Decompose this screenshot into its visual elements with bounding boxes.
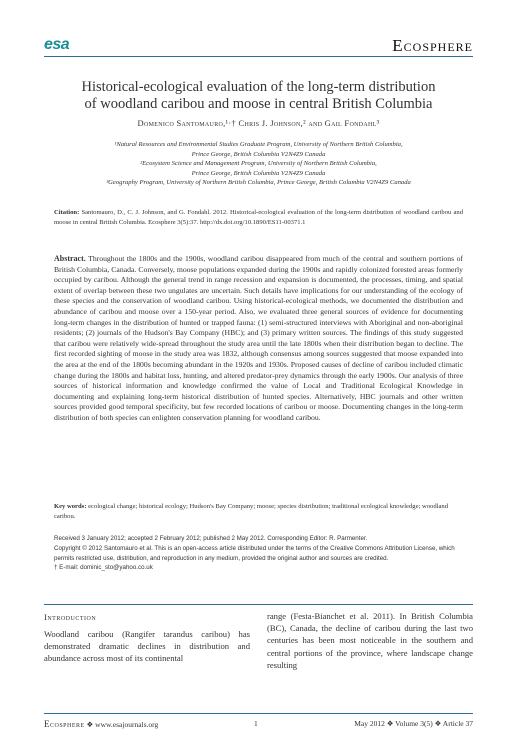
affiliation-line: ²Ecosystem Science and Management Program, University of Northern British Columbia, [140, 160, 377, 168]
footer-issue: May 2012 ❖ Volume 3(5) ❖ Article 37 [354, 719, 473, 728]
page-number: 1 [254, 719, 258, 728]
citation-label: Citation: [54, 209, 80, 216]
keywords [54, 502, 463, 521]
footer-left: Ecosphere ❖ www.esajournals.org [44, 719, 159, 729]
footer-rule [44, 713, 473, 714]
citation [54, 208, 463, 227]
authors: Domenico Santomauro,¹·† Chris J. Johnson,² and Gail Fondahl³ [137, 118, 380, 128]
article-meta [54, 534, 463, 573]
body-column-right: range (Festa-Bianchet et al. 2011). In British Columbia (BC), Canada, the decline of caribou during the last two centuries has been most noticeable in the southern and central portions of the province, where landscape change resulting [267, 611, 473, 670]
article-title: Historical-ecological evaluation of the long-term distribution of woodland caribou and moose in central British Columbia [81, 79, 436, 112]
affiliations [44, 140, 473, 188]
citation-text: Santomauro, D., C. J. Johnson, and G. Fondahl. 2012. Historical-ecological evaluation of the long-term distribution of woodland caribou and moose in central British Columbia. Ecosphere 3(5):37. http://dx.doi.org/10.1890/ES11-00371.1 [54, 209, 464, 226]
email: † E-mail: dominic_sto@yahoo.co.uk [54, 564, 153, 572]
header-rule [44, 56, 473, 57]
keywords-label: Key words: [54, 503, 87, 510]
received-dates: Received 3 January 2012; accepted 2 February 2012; published 2 May 2012. Corresponding Editor: R. Parmenter. [54, 535, 368, 542]
abstract-label: Abstract. [54, 254, 86, 263]
affiliation-line: ¹Natural Resources and Environmental Studies Graduate Program, University of Northern British Columbia, [114, 141, 403, 148]
abstract-text: Throughout the 1800s and the 1900s, woodland caribou disappeared from much of the central and southern portions of British Columbia, Canada. Conversely, moose populations expanded during the 1900s and rapidly colonized forested areas formerly occupied by caribou. Although the general trend in range recession and expansion is documented, the processes, timing, and spatial extent of overlap between these two ungulates are uncertain. Such details have implications for our understanding of the ecology of these species and the conservation of woodland caribou. Using historical-ecological methods, we documented the distribution and abundance of caribou and moose over a 150-year period. Also, we evaluated three general sources of evidence for documenting long-term changes in the distribution of hunted or trapped fauna: (1) semi-structured interviews with Aboriginal and non-aboriginal residents; (2) journals of the Hudson's Bay Company (HBC); and (3) primary written sources. The findings of this study suggested that caribou were relatively wide-spread throughout the study area until the late 1800s when their distribution began to decline. The first recorded sighting of moose in the study area was 1832, although consensus among sources suggested that moose expanded into the area at the end of the 1800s becoming abundant in the 1920s and 1930s. Proposed causes of decline of caribou included climatic change during the 1800s and habitat loss, hunting, and altered predator-prey dynamics through the early 1900s. Our analysis of three sources of historical information and knowledge confirmed the value of Local and Traditional Ecological Knowledge in documenting and explaining long-term historical distribution of hunted species. Alternatively, HBC journals and other written sources provided good temporal specificity, but few recorded locations of caribou or moose. Documenting changes in the long-term distribution of both species can enlighten conservation planning for woodland caribou. [54, 254, 463, 422]
abstract [54, 254, 463, 424]
esa-logo: esa [44, 36, 70, 53]
journal-name: Ecosphere [392, 36, 473, 55]
section-rule [44, 604, 473, 605]
body-column-left: Woodland caribou (Rangifer tarandus caribou) has demonstrated dramatic declines in distribution and abundance across most of its continental [44, 629, 250, 664]
affiliation-line: Prince George, British Columbia V2N4Z9 Canada [191, 150, 326, 158]
copyright: Copyright © 2012 Santomauro et al. This is an open-access article distributed under the terms of the Creative Commons Attribution License, which permits restricted use, distribution, and reproduction in any medium, provided the original author and sources are credited. [54, 544, 455, 562]
affiliation-line: Prince George, British Columbia V2N4Z9 Canada [191, 169, 326, 177]
keywords-text: ecological change; historical ecology; Hudson's Bay Company; moose; species distribution; traditional ecological knowledge; woodland caribou. [54, 503, 448, 520]
section-heading: Introduction [44, 612, 97, 622]
affiliation-line: ³Geography Program, University of Northern British Columbia, Prince George, British Columbia V2N4Z9 Canada [106, 179, 411, 187]
